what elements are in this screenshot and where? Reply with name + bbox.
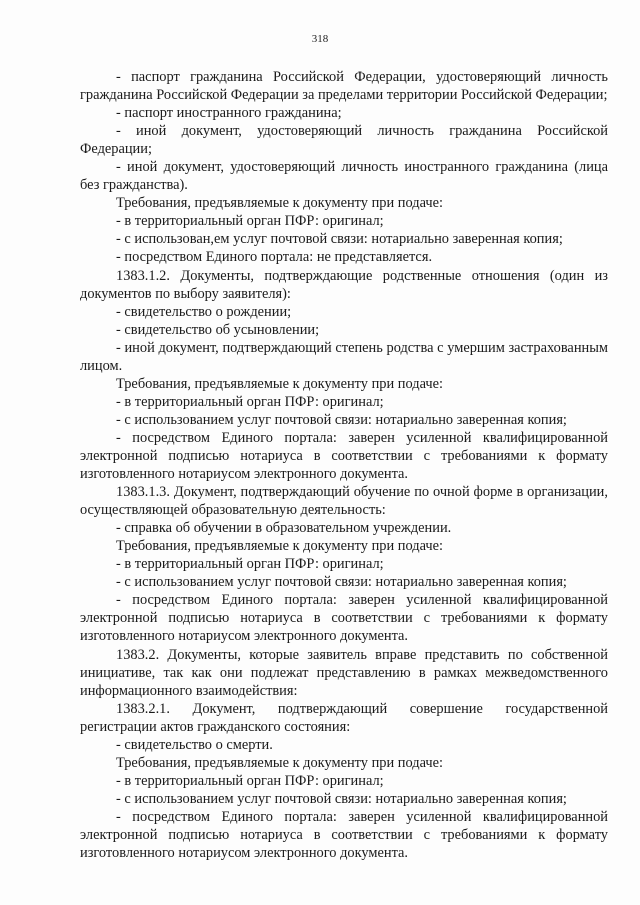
paragraph: - в территориальный орган ПФР: оригинал; bbox=[116, 393, 384, 410]
paragraph: Требования, предъявляемые к документу при подаче: bbox=[116, 195, 443, 212]
paragraph: - иной документ, удостоверяющий личность гражданина Российской Федерации; bbox=[80, 123, 608, 158]
paragraph: - с использован,ем услуг почтовой связи: нотариально заверенная копия; bbox=[116, 231, 563, 248]
paragraph: - свидетельство о смерти. bbox=[116, 736, 273, 753]
paragraph: Требования, предъявляемые к документу при подаче: bbox=[116, 375, 443, 392]
paragraph: - в территориальный орган ПФР: оригинал; bbox=[116, 556, 384, 573]
paragraph: - справка об обучении в образовательном учреждении. bbox=[116, 520, 452, 537]
page-number: 318 bbox=[311, 33, 329, 45]
paragraph: - иной документ, удостоверяющий личность иностранного гражданина (лица без гражданства). bbox=[80, 159, 608, 194]
paragraph: - с использованием услуг почтовой связи: нотариально заверенная копия; bbox=[116, 411, 567, 428]
paragraph: Требования, предъявляемые к документу при подаче: bbox=[116, 538, 443, 555]
paragraph: - посредством Единого портала: заверен усиленной квалифицированной электронной подписью нотариуса в соответствии с требованиями к формату изготовленного нотариусом электронного документа. bbox=[80, 429, 608, 483]
paragraph: - посредством Единого портала: не представляется. bbox=[116, 249, 433, 266]
paragraph: 1383.2. Документы, которые заявитель вправе представить по собственной инициативе, так как они подлежат представлению в рамках межведомственного информационного взаимодействия: bbox=[80, 646, 608, 699]
paragraph: Требования, предъявляемые к документу при подаче: bbox=[116, 754, 443, 771]
paragraph: - с использованием услуг почтовой связи: нотариально заверенная копия; bbox=[116, 574, 567, 591]
paragraph: - паспорт иностранного гражданина; bbox=[116, 105, 342, 122]
paragraph: 1383.1.3. Документ, подтверждающий обучение по очной форме в организации, осуществляющей образовательную деятельность: bbox=[80, 484, 608, 519]
paragraph: - свидетельство о рождении; bbox=[116, 303, 292, 320]
paragraph: - паспорт гражданина Российской Федерации, удостоверяющий личность гражданина Российской Федерации за пределами территории Российской Федерации; bbox=[80, 69, 608, 104]
paragraph: - с использованием услуг почтовой связи: нотариально заверенная копия; bbox=[116, 790, 567, 807]
paragraph: 1383.2.1. Документ, подтверждающий совершение государственной регистрации актов гражданского состояния: bbox=[80, 700, 608, 735]
paragraph: - в территориальный орган ПФР: оригинал; bbox=[116, 213, 384, 230]
paragraph: - посредством Единого портала: заверен усиленной квалифицированной электронной подписью нотариуса в соответствии с требованиями к формату изготовленного нотариусом электронного документа. bbox=[80, 592, 608, 645]
paragraph: 1383.1.2. Документы, подтверждающие родственные отношения (один из документов по выбору заявителя): bbox=[80, 267, 608, 302]
paragraph: - в территориальный орган ПФР: оригинал; bbox=[116, 772, 384, 789]
paragraph: - свидетельство об усыновлении; bbox=[116, 321, 320, 338]
document-body bbox=[80, 68, 608, 862]
paragraph: - иной документ, подтверждающий степень родства с умершим застрахованным лицом. bbox=[80, 339, 608, 374]
paragraph: - посредством Единого портала: заверен усиленной квалифицированной электронной подписью нотариуса в соответствии с требованиями к формату изготовленного нотариусом электронного документа. bbox=[80, 808, 608, 862]
